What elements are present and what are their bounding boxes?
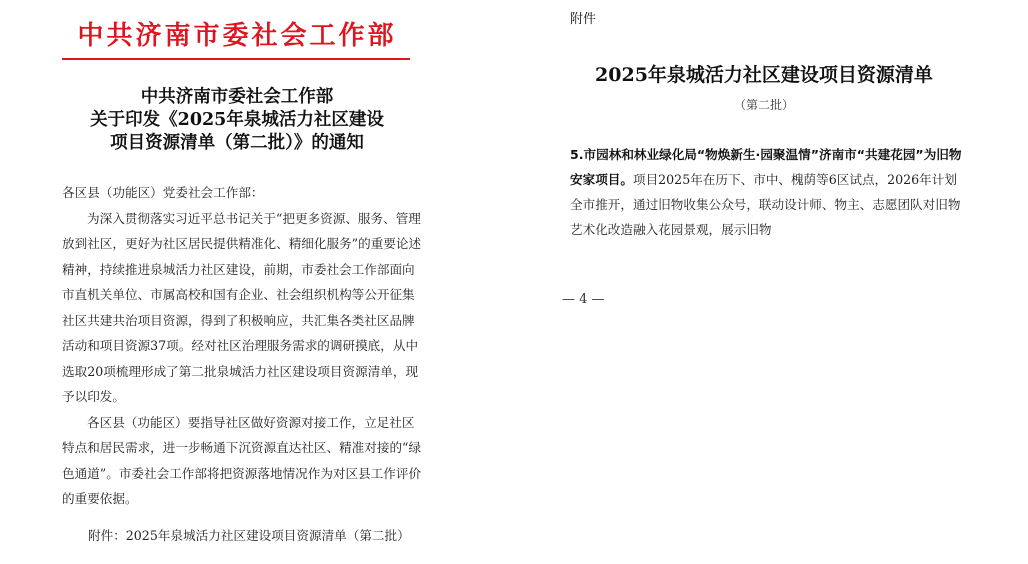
right-attachment-page (514, 0, 1028, 564)
attachment-body (570, 142, 962, 242)
title-line-1: 中共济南市委社会工作部 (140, 87, 334, 107)
paragraph-1: 为深入贯彻落实习近平总书记关于“把更多资源、服务、管理放到社区，更好为社区居民提供精准化、精细化服务”的重要论述精神，持续推进泉城活力社区建设，前期，市委社会工作部面向市直机关单位、市属高校和国有企业、社会组织机构等公开征集社区共建共治项目资源，得到了积极响应，共汇集各类社区品牌活动和项目资源37项。经对社区治理服务需求的调研摸底，从中选取20项梳理形成了第二批泉城活力社区建设项目资源清单，现予以印发。 (62, 210, 422, 404)
red-divider-line (62, 58, 410, 60)
attachment-reference: 附件：2025年泉城活力社区建设项目资源清单（第二批） (88, 528, 410, 543)
title-line-3: 项目资源清单（第二批）》的通知 (110, 133, 364, 153)
item-lead: 5.市园林和林业绿化局“物焕新生·园聚温情”济南市“共建花园”为旧物安家项目。 (570, 147, 962, 187)
attachment-label: 附件 (570, 12, 597, 27)
paragraph-2: 各区县（功能区）要指导社区做好资源对接工作，立足社区特点和居民需求，进一步畅通下沉资源直达社区、精准对接的“绿色通道”。市委社会工作部将把资源落地情况作为对区县工作评价的重要依据。 (62, 414, 422, 506)
title-line-2: 关于印发《2025年泉城活力社区建设 (90, 110, 384, 130)
attachment-subtitle: （第二批） (733, 98, 794, 112)
attachment-title: 2025年泉城活力社区建设项目资源清单 (595, 64, 933, 86)
page-number: — 4 — (562, 292, 605, 307)
salutation: 各区县（功能区）党委社会工作部： (62, 185, 264, 200)
notice-body (62, 180, 422, 512)
document-title (62, 86, 412, 155)
item-body: 项目2025年在历下、市中、槐荫等6区试点，2026年计划全市推开，通过旧物收集公众号，联动设计师、物主、志愿团队对旧物艺术化改造融入花园景观，展示旧物 (570, 172, 961, 237)
red-letterhead: 中共济南市委社会工作部 (77, 21, 397, 51)
